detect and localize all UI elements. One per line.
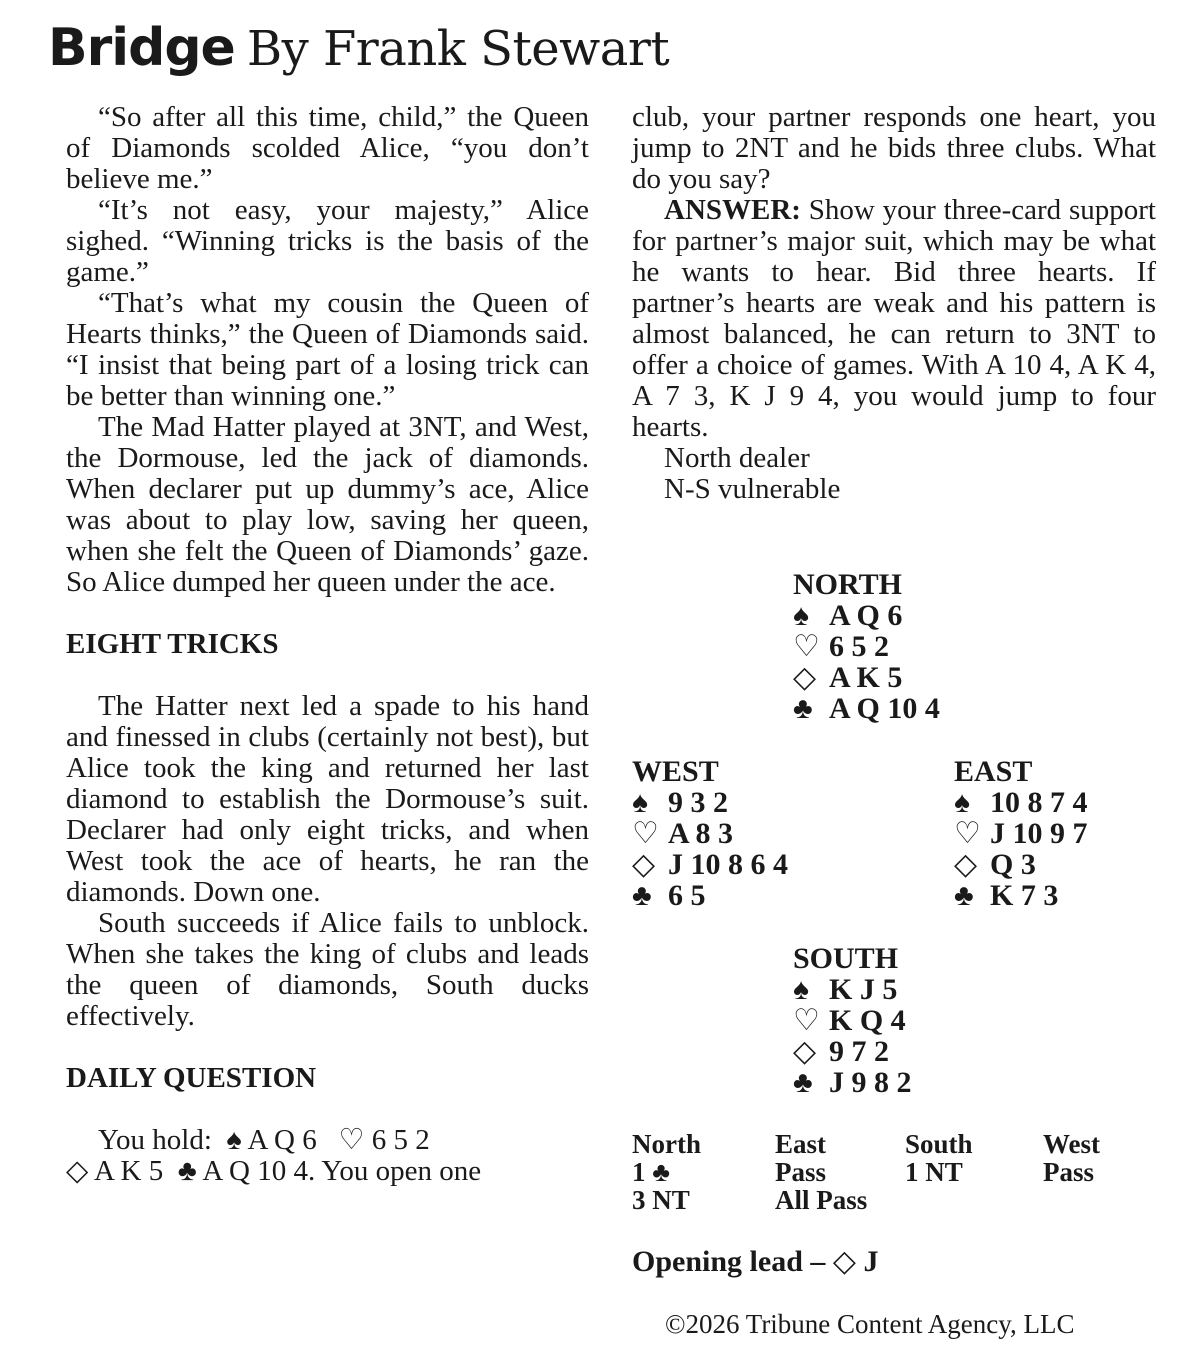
copyright: ©2026 Tribune Content Agency, LLC [665,1309,1075,1339]
right-column [632,102,1156,505]
diamond-icon: ◇ [793,1035,817,1068]
bidding-header: East [775,1129,827,1159]
hand-label: SOUTH [793,942,899,975]
bid: 1 ♣ [632,1157,670,1187]
south-clubs: J 9 8 2 [829,1066,912,1099]
east-hand [954,756,1088,911]
question-line: You hold: ♠ A Q 6 ♡ 6 5 2 [98,1124,430,1156]
south-hearts: K Q 4 [829,1004,906,1037]
bid: 3 NT [632,1185,690,1215]
west-clubs: 6 5 [668,879,706,912]
left-column [66,102,589,1187]
bidding-column-west [1043,1130,1100,1186]
paragraph: The Hatter next led a spade to his hand and finessed in clubs (certainly not best), but Alice took the king and returned her last diamond to establish the Dormouse’s suit. Declarer had only eight tricks, and when West took the ace of hearts, he ran the diamonds. Down one. [66,690,589,908]
bidding-header: West [1043,1129,1100,1159]
answer-paragraph [632,195,1156,443]
north-clubs: A Q 10 4 [829,692,940,725]
hand-label: EAST [954,755,1033,788]
page-title [48,18,669,79]
south-diamonds: 9 7 2 [829,1035,889,1068]
bid: Pass [775,1157,827,1187]
east-diamonds: Q 3 [990,848,1036,881]
question-continuation: club, your partner responds one heart, you jump to 2NT and he bids three clubs. What do you say? [632,101,1156,195]
paragraph: “That’s what my cousin the Queen of Hearts thinks,” the Queen of Diamonds said. “I insist that being part of a losing trick can be better than winning one.” [66,287,589,412]
diamond-icon: ◇ [954,848,978,881]
club-icon: ♣ [632,879,652,912]
bidding-header: South [905,1129,973,1159]
spade-icon: ♠ [632,786,648,819]
hand-label: NORTH [793,568,902,601]
club-icon: ♣ [793,1066,813,1099]
dealer-info: North dealer [664,442,810,474]
spade-icon: ♠ [954,786,970,819]
spade-icon: ♠ [793,973,809,1006]
section-heading-eight-tricks: EIGHT TRICKS [66,628,279,660]
south-spades: K J 5 [829,973,898,1006]
column-name: Bridge [48,18,235,78]
north-spades: A Q 6 [829,599,903,632]
north-hand [793,569,940,724]
heart-icon: ♡ [793,630,820,663]
east-hearts: J 10 9 7 [990,817,1088,850]
east-clubs: K 7 3 [990,879,1059,912]
diamond-icon: ◇ [632,848,656,881]
heart-icon: ♡ [954,817,981,850]
bidding-column-east [775,1130,867,1214]
south-hand [793,943,912,1098]
section-heading-daily-question: DAILY QUESTION [66,1062,317,1094]
diamond-icon: ◇ [793,661,817,694]
west-diamonds: J 10 8 6 4 [668,848,788,881]
answer-label: ANSWER: [664,194,801,226]
bid: 1 NT [905,1157,963,1187]
answer-text: Show your three-card support for partner’s major suit, which may be what he wants to hear. Bid three hearts. If partner’s hearts are weak and his pattern is almost balanced, he can return to 3NT to offer a choice of games. With A 10 4, A K 4, A 7 3, K J 9 4, you would jump to four hearts. [632,194,1156,443]
west-spades: 9 3 2 [668,786,728,819]
north-diamonds: A K 5 [829,661,903,694]
bid: Pass [1043,1157,1095,1187]
paragraph: “So after all this time, child,” the Queen of Diamonds scolded Alice, “you don’t believe me.” [66,101,589,195]
club-icon: ♣ [793,692,813,725]
paragraph: The Mad Hatter played at 3NT, and West, the Dormouse, led the jack of diamonds. When declarer put up dummy’s ace, Alice was about to play low, saving her queen, when she felt the Queen of Diamonds’ gaze. So Alice dumped her queen under the ace. [66,411,589,598]
question-line: ◇ A K 5 ♣ A Q 10 4. You open one [66,1155,482,1187]
bidding-column-north [632,1130,701,1214]
byline: By Frank Stewart [246,21,670,77]
hand-label: WEST [632,755,719,788]
bidding-column-south [905,1130,973,1186]
north-hearts: 6 5 2 [829,630,889,663]
heart-icon: ♡ [793,1004,820,1037]
opening-lead: Opening lead – ◇ J [632,1245,879,1278]
east-spades: 10 8 7 4 [990,786,1088,819]
west-hand [632,756,788,911]
bidding-header: North [632,1129,701,1159]
paragraph: South succeeds if Alice fails to unblock. When she takes the king of clubs and leads the queen of diamonds, South ducks effectively. [66,907,589,1032]
bid: All Pass [775,1185,868,1215]
vulnerability-info: N-S vulnerable [664,473,841,505]
paragraph: “It’s not easy, your majesty,” Alice sighed. “Winning tricks is the basis of the game.” [66,194,589,288]
heart-icon: ♡ [632,817,659,850]
club-icon: ♣ [954,879,974,912]
spade-icon: ♠ [793,599,809,632]
west-hearts: A 8 3 [668,817,734,850]
